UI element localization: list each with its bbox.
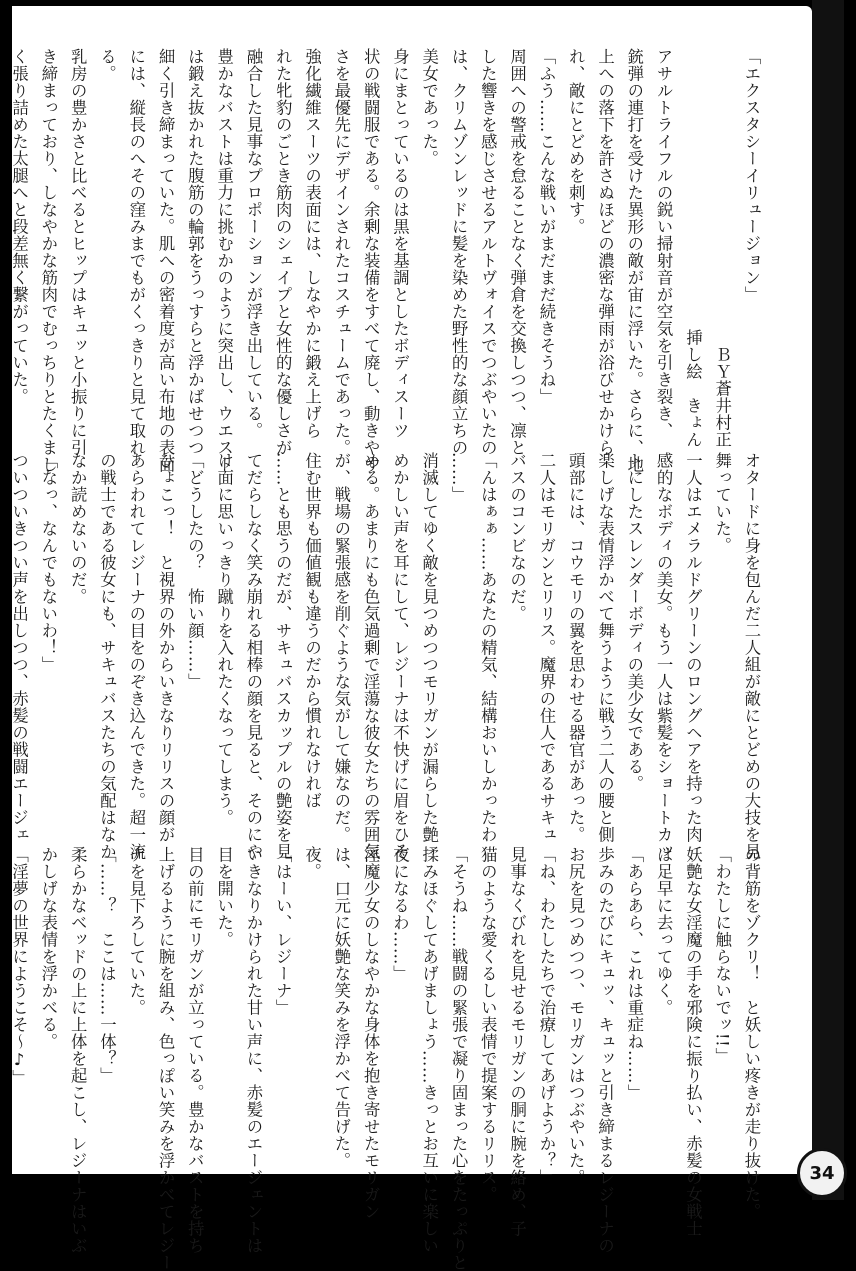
text-line: れ、敵にとどめを刺す。: [566, 48, 586, 235]
text-line: は足早に去ってゆく。: [654, 846, 674, 1016]
text-line: 歩みのたびにキュッ、キュッと引き締まるレジーナの: [595, 846, 615, 1254]
text-line: てだらしなく笑み崩れる相棒の顔を見ると、そのにや: [243, 452, 263, 860]
text-line: 揉みほぐしてあげましょう……きっとお互いに楽しい: [419, 846, 439, 1254]
text-line: ……」: [449, 452, 469, 503]
text-block-top: [6, 48, 766, 473]
text-line: は、口元に妖艶な笑みを浮かべて告げた。: [331, 846, 351, 1169]
text-line: あらわれてレジーナの目をのぞき込んできた。超一流: [126, 452, 146, 860]
text-line: 挿し絵 きょん: [683, 329, 703, 448]
text-line: した響きを感じさせるアルトヴォイスでつぶやいたの: [478, 48, 498, 456]
text-line: 楽しげな表情浮かべて舞うように戦う二人の腰と側: [595, 452, 615, 843]
text-line: 猫のような愛くるしい表情で提案するリリス。: [478, 846, 498, 1203]
text-line: の戦士である彼女にも、サキュバスたちの気配はなか: [97, 452, 117, 860]
text-line: る。: [97, 48, 117, 82]
text-line: の背筋をゾクリ！ と妖しい疼きが走り抜けた。: [742, 846, 761, 1220]
text-line: 「エクスタシーイリュージョン」: [742, 48, 761, 303]
text-line: 強化繊維スーツの表面には、しなやかに鍛え上げら: [302, 48, 322, 439]
text-line: 柔らかなベッドの上に上体を起こし、レジーナはいぶ: [68, 846, 88, 1254]
text-line: めかしい声を耳にして、レジーナは不快げに眉をひそ: [390, 452, 410, 860]
text-line: 「あらあら、これは重症ね……」: [624, 846, 644, 1101]
text-line: が、戦場の緊張感を削ぐような気がして嫌なのだ。: [331, 452, 351, 843]
text-line: 「はーい、レジーナ」: [273, 846, 293, 1016]
text-line: いきなりかけられた甘い声に、赤髪のエージェントは: [243, 846, 263, 1254]
text-line: [0, 846, 4, 1181]
text-block-middle: [6, 452, 766, 860]
text-line: 上げるように腕を組み、色っぽい笑みを浮かべてレジー: [156, 846, 176, 1271]
text-line: 美女であった。: [419, 48, 439, 167]
text-line: 見事なくびれを見せるモリガンの胴に腕を絡め、子: [507, 846, 527, 1237]
text-line: 妖艶な女淫魔の手を邪険に振り払い、赤髪の女戦士: [683, 846, 703, 1237]
text-line: ついついきつい声を出しつつ、赤髪の戦闘エージェ: [9, 452, 29, 843]
text-line: ……とも思うのだが、サキュバスカップルの艶姿を見: [273, 452, 293, 860]
text-line: 身にまとっているのは黒を基調としたボディスーツ: [390, 48, 410, 439]
text-line: 豊かなバストは重力に挑むかのように突出し、ウエスト: [214, 48, 234, 473]
text-line: 「どうしたの？ 怖い顔……」: [185, 452, 205, 690]
text-block-bottom: [6, 846, 766, 1271]
text-line: ＢＹ蒼井村正: [712, 346, 732, 448]
text-line: 「ふう……こんな戦いがまだまだ続きそうね」: [536, 48, 556, 405]
text-line: 「わたしに触らないでッ!!」: [712, 846, 732, 1065]
text-line: トにしたスレンダーボディの美少女である。: [624, 452, 644, 792]
text-line: 目を開いた。: [214, 846, 234, 948]
text-line: 淫魔少女のしなやかな身体を抱き寄せたモリガン: [361, 846, 381, 1220]
text-line: れた牝豹のごとき筋肉のシェイプと女性的な優しさが: [273, 48, 293, 456]
text-line: 目の前にモリガンが立っている。豊かなバストを持ち: [185, 846, 205, 1254]
text-line: 乳房の豊かさと比べるとヒップはキュッと小振りに引: [68, 48, 88, 456]
text-line: 夜。: [302, 846, 322, 880]
text-line: 頭部には、コウモリの翼を思わせる器官があった。: [566, 452, 586, 843]
text-line: 消滅してゆく敵を見つめつつモリガンが漏らした艶: [419, 452, 439, 843]
text-line: 「淫夢の世界にようこそ～♪」: [9, 846, 29, 1087]
text-line: 「ね、わたしたちで治療してあげようか？」: [536, 846, 556, 1186]
text-line: 住む世界も価値観も違うのだから慣れなければ: [302, 452, 322, 809]
text-line: 舞っていた。: [712, 452, 732, 554]
text-line: アサルトライフルの鋭い掃射音が空気を引き裂き、: [654, 48, 674, 439]
text-line: には、縦長のへその窪みまでもがくっきりと見て取れ: [126, 48, 146, 456]
text-line: ナを見下ろしていた。: [126, 846, 146, 1016]
text-line: 周囲への警戒を怠ることなく弾倉を交換しつつ、凛と: [507, 48, 527, 456]
text-line: 融合した見事なプロポーションが浮き出している。: [243, 48, 263, 439]
text-line: 一人はエメラルドグリーンのロングヘアを持った肉: [683, 452, 703, 843]
text-line: 「なっ、なんでもないわ！」: [38, 452, 58, 673]
text-line: 銃弾の連打を受けた異形の敵が宙に浮いた。さらに、地: [624, 48, 644, 473]
text-line: 感的なボディの美女。もう一人は紫髪をショートカッ: [654, 452, 674, 860]
text-line: オタードに身を包んだ二人組が敵にとどめの大技を見: [742, 452, 761, 860]
page-number: 34: [797, 1148, 847, 1198]
text-line: 状の戦闘服である。余剰な装備をすべて廃し、動きやす: [361, 48, 381, 473]
text-line: なか読めないのだ。: [68, 452, 88, 605]
text-line: かしげな表情を浮かべる。: [38, 846, 58, 1050]
text-line: 二人はモリガンとリリス。魔界の住人であるサキュ: [536, 452, 556, 843]
text-line: める。あまりにも色気過剰で淫蕩な彼女たちの雰囲気: [361, 452, 381, 860]
text-line: 夜になるわ……」: [390, 846, 410, 982]
text-line: き締まっており、しなやかな筋肉でむっちりとたくまし: [38, 48, 58, 473]
text-line: さを最優先にデザインされたコスチュームであった。: [331, 48, 351, 456]
binding-edge: [812, 0, 844, 1200]
text-line: 「そうね……戦闘の緊張で凝り固まった心をたっぷりと: [449, 846, 469, 1271]
text-line: お尻を見つめつつ、モリガンはつぶやいた。: [566, 846, 586, 1186]
text-line: く張り詰めた太腿へと段差無く繋がっていた。: [9, 48, 29, 405]
text-line: 「……？ ここは……一体？」: [97, 846, 117, 1084]
text-line: け面に思いっきり蹴りを入れたくなってしまう。: [214, 452, 234, 826]
text-line: [0, 48, 4, 448]
text-line: 「んはぁぁ……あなたの精気、結構おいしかったわ: [478, 452, 498, 843]
text-line: は鍛え抜かれた腹筋の輪郭をうっすらと浮かばせつつ: [185, 48, 205, 456]
text-line: 細く引き締まっていた。肌への密着度が高い布地の表面: [156, 48, 176, 473]
text-line: バスのコンビなのだ。: [507, 452, 527, 622]
page-sheet: [9, 6, 812, 1271]
text-line: 上への落下を許さぬほどの濃密な弾雨が浴びせかけら: [595, 48, 615, 456]
text-line: ひょこっ！ と視界の外からいきなりリリスの顔が: [156, 452, 176, 843]
text-line: は、クリムゾンレッドに髪を染めた野性的な顔立ちの: [449, 48, 469, 456]
